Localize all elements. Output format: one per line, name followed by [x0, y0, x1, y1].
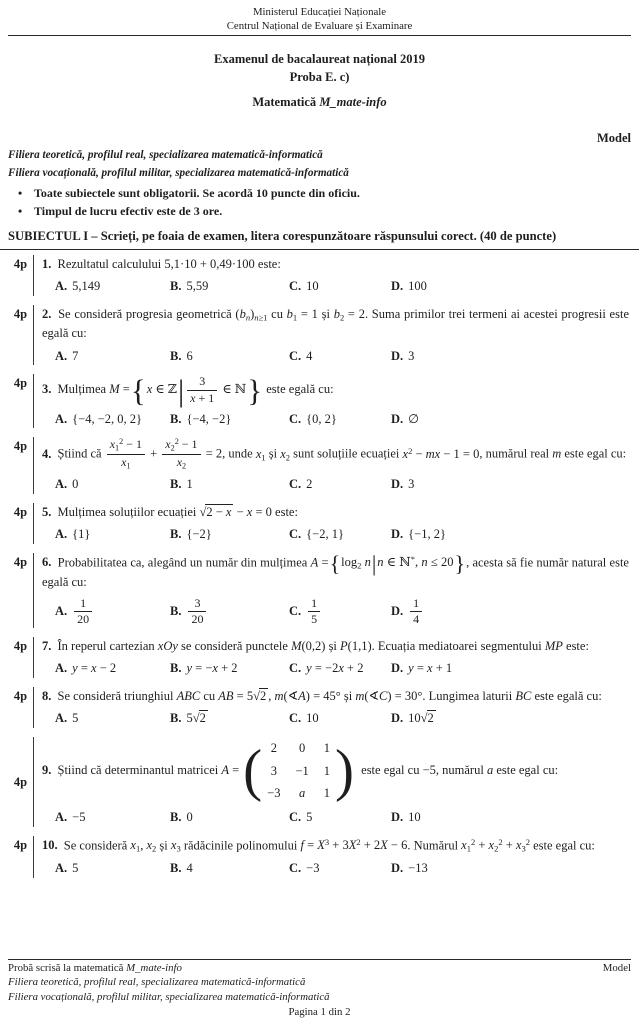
sqrt-expression: √2: [253, 689, 267, 704]
answer-option-c: C. {0, 2}: [289, 411, 337, 426]
answer-option-b: B. {−4, −2}: [170, 411, 232, 426]
answer-options-row: [55, 596, 629, 628]
question-body: [34, 255, 631, 296]
question-number: 8.: [42, 689, 52, 704]
answer-letter: C.: [289, 477, 302, 492]
answer-letter: B.: [170, 477, 182, 492]
question-row-4: [8, 432, 631, 498]
ministry-name: Ministerul Educației Naționale: [252, 6, 387, 18]
instruction-item: • Toate subiectele sunt obligatorii. Se acordă 10 puncte din oficiu.: [8, 184, 631, 202]
question-number: 7.: [42, 638, 52, 653]
question-row-7: [8, 632, 631, 682]
answer-option-d: D. 10√2: [391, 711, 434, 726]
answer-option-d: D. 3: [391, 477, 415, 492]
answer-letter: C.: [289, 603, 302, 618]
answer-letter: A.: [55, 477, 68, 492]
question-number: 5.: [42, 504, 52, 519]
subject-code: M_mate-info: [319, 95, 387, 110]
points-label: 4p: [8, 687, 34, 728]
answer-options-row: [55, 410, 629, 429]
footer-exam-name: [8, 961, 182, 975]
answer-options-row: [55, 475, 629, 494]
question-body: [34, 550, 631, 628]
question-row-6: [8, 548, 631, 632]
answer-option-a: A. 7: [55, 348, 79, 363]
answer-option-a: A. {−4, −2, 0, 2}: [55, 411, 143, 426]
answer-letter: D.: [391, 860, 404, 875]
answer-option-b: B. 0: [170, 810, 193, 825]
question-body: [34, 437, 631, 494]
answer-option-a: A. $\frac{1}{20}$: [55, 596, 170, 628]
answer-letter: D.: [391, 348, 404, 363]
sqrt-expression: √2 − x: [199, 504, 232, 519]
footer-divider: [8, 959, 631, 960]
question-body: [34, 737, 631, 827]
question-row-3: [8, 369, 631, 432]
exam-title-block: [8, 50, 631, 111]
answer-options-row: [55, 659, 629, 678]
document-header: [8, 5, 631, 33]
answer-letter: A.: [55, 279, 68, 294]
answer-option-c: C. 10: [289, 279, 319, 294]
answer-letter: B.: [170, 661, 182, 676]
answer-letter: B.: [170, 603, 182, 618]
points-label: 4p: [8, 836, 34, 878]
filiera-line-1: Filiera teoretică, profilul real, specializarea matematică-informatică: [8, 149, 323, 162]
answer-letter: B.: [170, 411, 182, 426]
answer-option-c: C. −3: [289, 860, 320, 875]
answer-letter: D.: [391, 411, 404, 426]
footer-filiera-1: Filiera teoretică, profilul real, specializarea matematică-informatică: [8, 976, 306, 989]
answer-option-a: A. −5: [55, 810, 86, 825]
instructions-list: [8, 184, 631, 220]
answer-options-row: [55, 808, 629, 827]
question-stem: 4. Știind că $\frac{x_1^2 - 1}{x_1}$ + $\frac{x_2^2 - 1}{x_2}$ = 2, unde $x_1$ și $x_2$ sunt soluțiile ecuației $x^2$ − mx − 1 = 0, numărul real m este egal cu:: [42, 437, 627, 471]
answer-letter: C.: [289, 810, 302, 825]
questions-table: [8, 250, 631, 882]
answer-letter: C.: [289, 860, 302, 875]
question-body: [34, 687, 631, 728]
answer-letter: B.: [170, 711, 182, 726]
matrix-expression: ( 2 0 1 3 −1 1 −3 a 1 ): [243, 738, 355, 803]
answer-option-d: D. ∅: [391, 411, 420, 426]
answer-letter: A.: [55, 527, 68, 542]
answer-option-b: B. {−2}: [170, 527, 212, 542]
answer-option-b: B. $\frac{3}{20}$: [170, 596, 289, 628]
answer-letter: C.: [289, 411, 302, 426]
question-stem: 10. Se consideră $x_1$, $x_2$ și $x_3$ rădăcinile polinomului $f = X^3 + 3X^2 + 2X - 6$. Numărul $x_1^2 + x_2^2 + x_3^2$ este egal cu:: [42, 837, 595, 854]
question-body: [34, 374, 631, 428]
answer-options-row: [55, 709, 629, 728]
answer-option-a: A. 0: [55, 477, 79, 492]
question-body: [34, 836, 631, 878]
points-label: 4p: [8, 503, 34, 544]
answer-options-row: [55, 525, 629, 544]
footer-model-label: Model: [602, 962, 631, 974]
answer-option-d: D. −13: [391, 860, 428, 875]
subject-name: Matematică: [252, 95, 317, 110]
question-stem: 3. Mulțimea M ={x ∈ ℤ| $\frac{3}{x + 1}$ ∈ ℕ} este egală cu:: [42, 372, 334, 408]
question-row-9: [8, 732, 631, 831]
answer-letter: B.: [170, 810, 182, 825]
footer-first-row: [8, 961, 631, 975]
answer-letter: D.: [391, 527, 404, 542]
answer-option-a: A. 5: [55, 860, 79, 875]
answer-letter: D.: [391, 711, 404, 726]
answer-option-d: D. $\frac{1}{4}$: [391, 596, 629, 628]
sqrt-expression: √2: [192, 711, 206, 726]
answer-option-c: C. $\frac{1}{5}$: [289, 596, 391, 628]
answer-letter: A.: [55, 603, 68, 618]
exam-title: Examenul de bacalaureat național 2019: [214, 52, 425, 67]
question-stem: 9. Știind că determinantul matricei A = ( 2 0 1 3 −1 1 −3 a 1 ) este egal cu −5, numărul a este egal cu:: [42, 737, 629, 805]
points-label: 4p: [8, 553, 34, 628]
question-number: 6.: [42, 555, 52, 570]
answer-letter: C.: [289, 711, 302, 726]
center-name: Centrul Național de Evaluare și Examinare: [226, 20, 413, 33]
points-label: 4p: [8, 737, 34, 827]
answer-option-a: A. {1}: [55, 527, 91, 542]
answer-letter: C.: [289, 661, 302, 676]
answer-letter: B.: [170, 527, 182, 542]
footer-filiera-2: Filiera vocațională, profilul militar, specializarea matematică-informatică: [8, 990, 330, 1003]
question-body: [34, 637, 631, 678]
answer-letter: D.: [391, 661, 404, 676]
answer-letter: A.: [55, 348, 68, 363]
filiera-line-2: Filiera vocațională, profilul militar, specializarea matematică-informatică: [8, 166, 349, 179]
answer-option-b: B. y = −x + 2: [170, 661, 238, 676]
question-stem: 5. Mulțimea soluțiilor ecuației √2 − x − x = 0 este:: [42, 504, 298, 519]
answer-letter: D.: [391, 603, 404, 618]
footer-exam-text: Probă scrisă la matematică: [8, 962, 124, 974]
answer-option-c: C. 5: [289, 810, 313, 825]
answer-letter: A.: [55, 661, 68, 676]
question-stem: 8. Se consideră triunghiul ABC cu AB = 5√2 , m(∢A) = 45° și m(∢C) = 30°. Lungimea laturii BC este egală cu:: [42, 689, 602, 704]
answer-options-row: [55, 859, 629, 878]
sqrt-expression: √2: [420, 711, 434, 726]
answer-option-d: D. 3: [391, 348, 415, 363]
question-number: 3.: [42, 382, 52, 397]
answer-option-a: A. 5,149: [55, 279, 101, 294]
answer-options-row: [55, 277, 629, 296]
question-number: 9.: [42, 763, 52, 778]
header-divider: [8, 35, 631, 36]
question-stem: 2. Se consideră progresia geometrică $(b_n)_{n\ge 1}$ cu $b_1 = 1$ și $b_2 = 2$. Suma primilor trei termeni ai acestei progresii este egală cu:: [42, 306, 629, 341]
question-row-8: [8, 682, 631, 732]
answer-letter: C.: [289, 527, 302, 542]
answer-letter: A.: [55, 711, 68, 726]
answer-letter: D.: [391, 810, 404, 825]
answer-options-row: [55, 347, 629, 366]
answer-option-c: C. 10: [289, 711, 319, 726]
answer-letter: D.: [391, 477, 404, 492]
page-footer: [8, 959, 631, 1019]
question-number: 4.: [42, 446, 52, 461]
answer-letter: A.: [55, 810, 68, 825]
answer-option-a: A. 5: [55, 711, 79, 726]
answer-option-b: B. 1: [170, 477, 193, 492]
question-stem: 1. Rezultatul calculului 5,1·10 + 0,49·100 este:: [42, 256, 281, 271]
answer-option-b: B. 4: [170, 860, 193, 875]
question-row-10: [8, 831, 631, 882]
answer-letter: A.: [55, 860, 68, 875]
question-number: 1.: [42, 256, 52, 271]
exam-subject: [8, 93, 631, 111]
question-row-2: [8, 300, 631, 370]
answer-option-a: A. y = x − 2: [55, 661, 117, 676]
answer-option-c: C. y = −2x + 2: [289, 661, 364, 676]
answer-option-c: C. {−2, 1}: [289, 527, 344, 542]
answer-letter: C.: [289, 348, 302, 363]
footer-exam-code: M_mate-info: [126, 962, 182, 974]
answer-option-b: B. 5√2: [170, 711, 206, 726]
question-row-1: [8, 250, 631, 300]
points-label: 4p: [8, 374, 34, 428]
answer-letter: B.: [170, 860, 182, 875]
answer-option-d: D. y = x + 1: [391, 661, 453, 676]
question-number: 10.: [42, 838, 58, 853]
points-label: 4p: [8, 255, 34, 296]
question-body: [34, 503, 631, 544]
answer-option-c: C. 2: [289, 477, 313, 492]
answer-option-c: C. 4: [289, 348, 313, 363]
exam-proba: Proba E. c): [289, 70, 350, 85]
question-number: 2.: [42, 306, 52, 321]
subject1-heading: SUBIECTUL I – Scrieți, pe foaia de examen, litera corespunzătoare răspunsului corect. (40 de puncte): [8, 228, 557, 243]
answer-option-d: D. 10: [391, 810, 421, 825]
answer-option-d: D. 100: [391, 279, 427, 294]
question-stem: 6. Probabilitatea ca, alegând un număr din mulțimea $A =\{\log_2$ n|n ∈ ℕ*, n ≤ 20}, acesta să fie număr natural este egală cu:: [42, 550, 629, 590]
answer-option-b: B. 5,59: [170, 279, 209, 294]
question-stem: 7. În reperul cartezian xOy se consideră punctele M(0,2) și P(1,1). Ecuația mediatoarei segmentului MP este:: [42, 638, 589, 653]
question-body: [34, 305, 631, 366]
answer-option-b: B. 6: [170, 348, 193, 363]
answer-option-d: D. {−1, 2}: [391, 527, 446, 542]
answer-letter: D.: [391, 279, 404, 294]
points-label: 4p: [8, 305, 34, 366]
question-row-5: [8, 498, 631, 548]
model-label: Model: [596, 131, 631, 146]
instruction-item: • Timpul de lucru efectiv este de 3 ore.: [8, 202, 631, 220]
answer-letter: B.: [170, 279, 182, 294]
page-number: Pagina 1 din 2: [288, 1005, 351, 1018]
points-label: 4p: [8, 437, 34, 494]
answer-letter: C.: [289, 279, 302, 294]
answer-letter: A.: [55, 411, 68, 426]
points-label: 4p: [8, 637, 34, 678]
answer-letter: B.: [170, 348, 182, 363]
